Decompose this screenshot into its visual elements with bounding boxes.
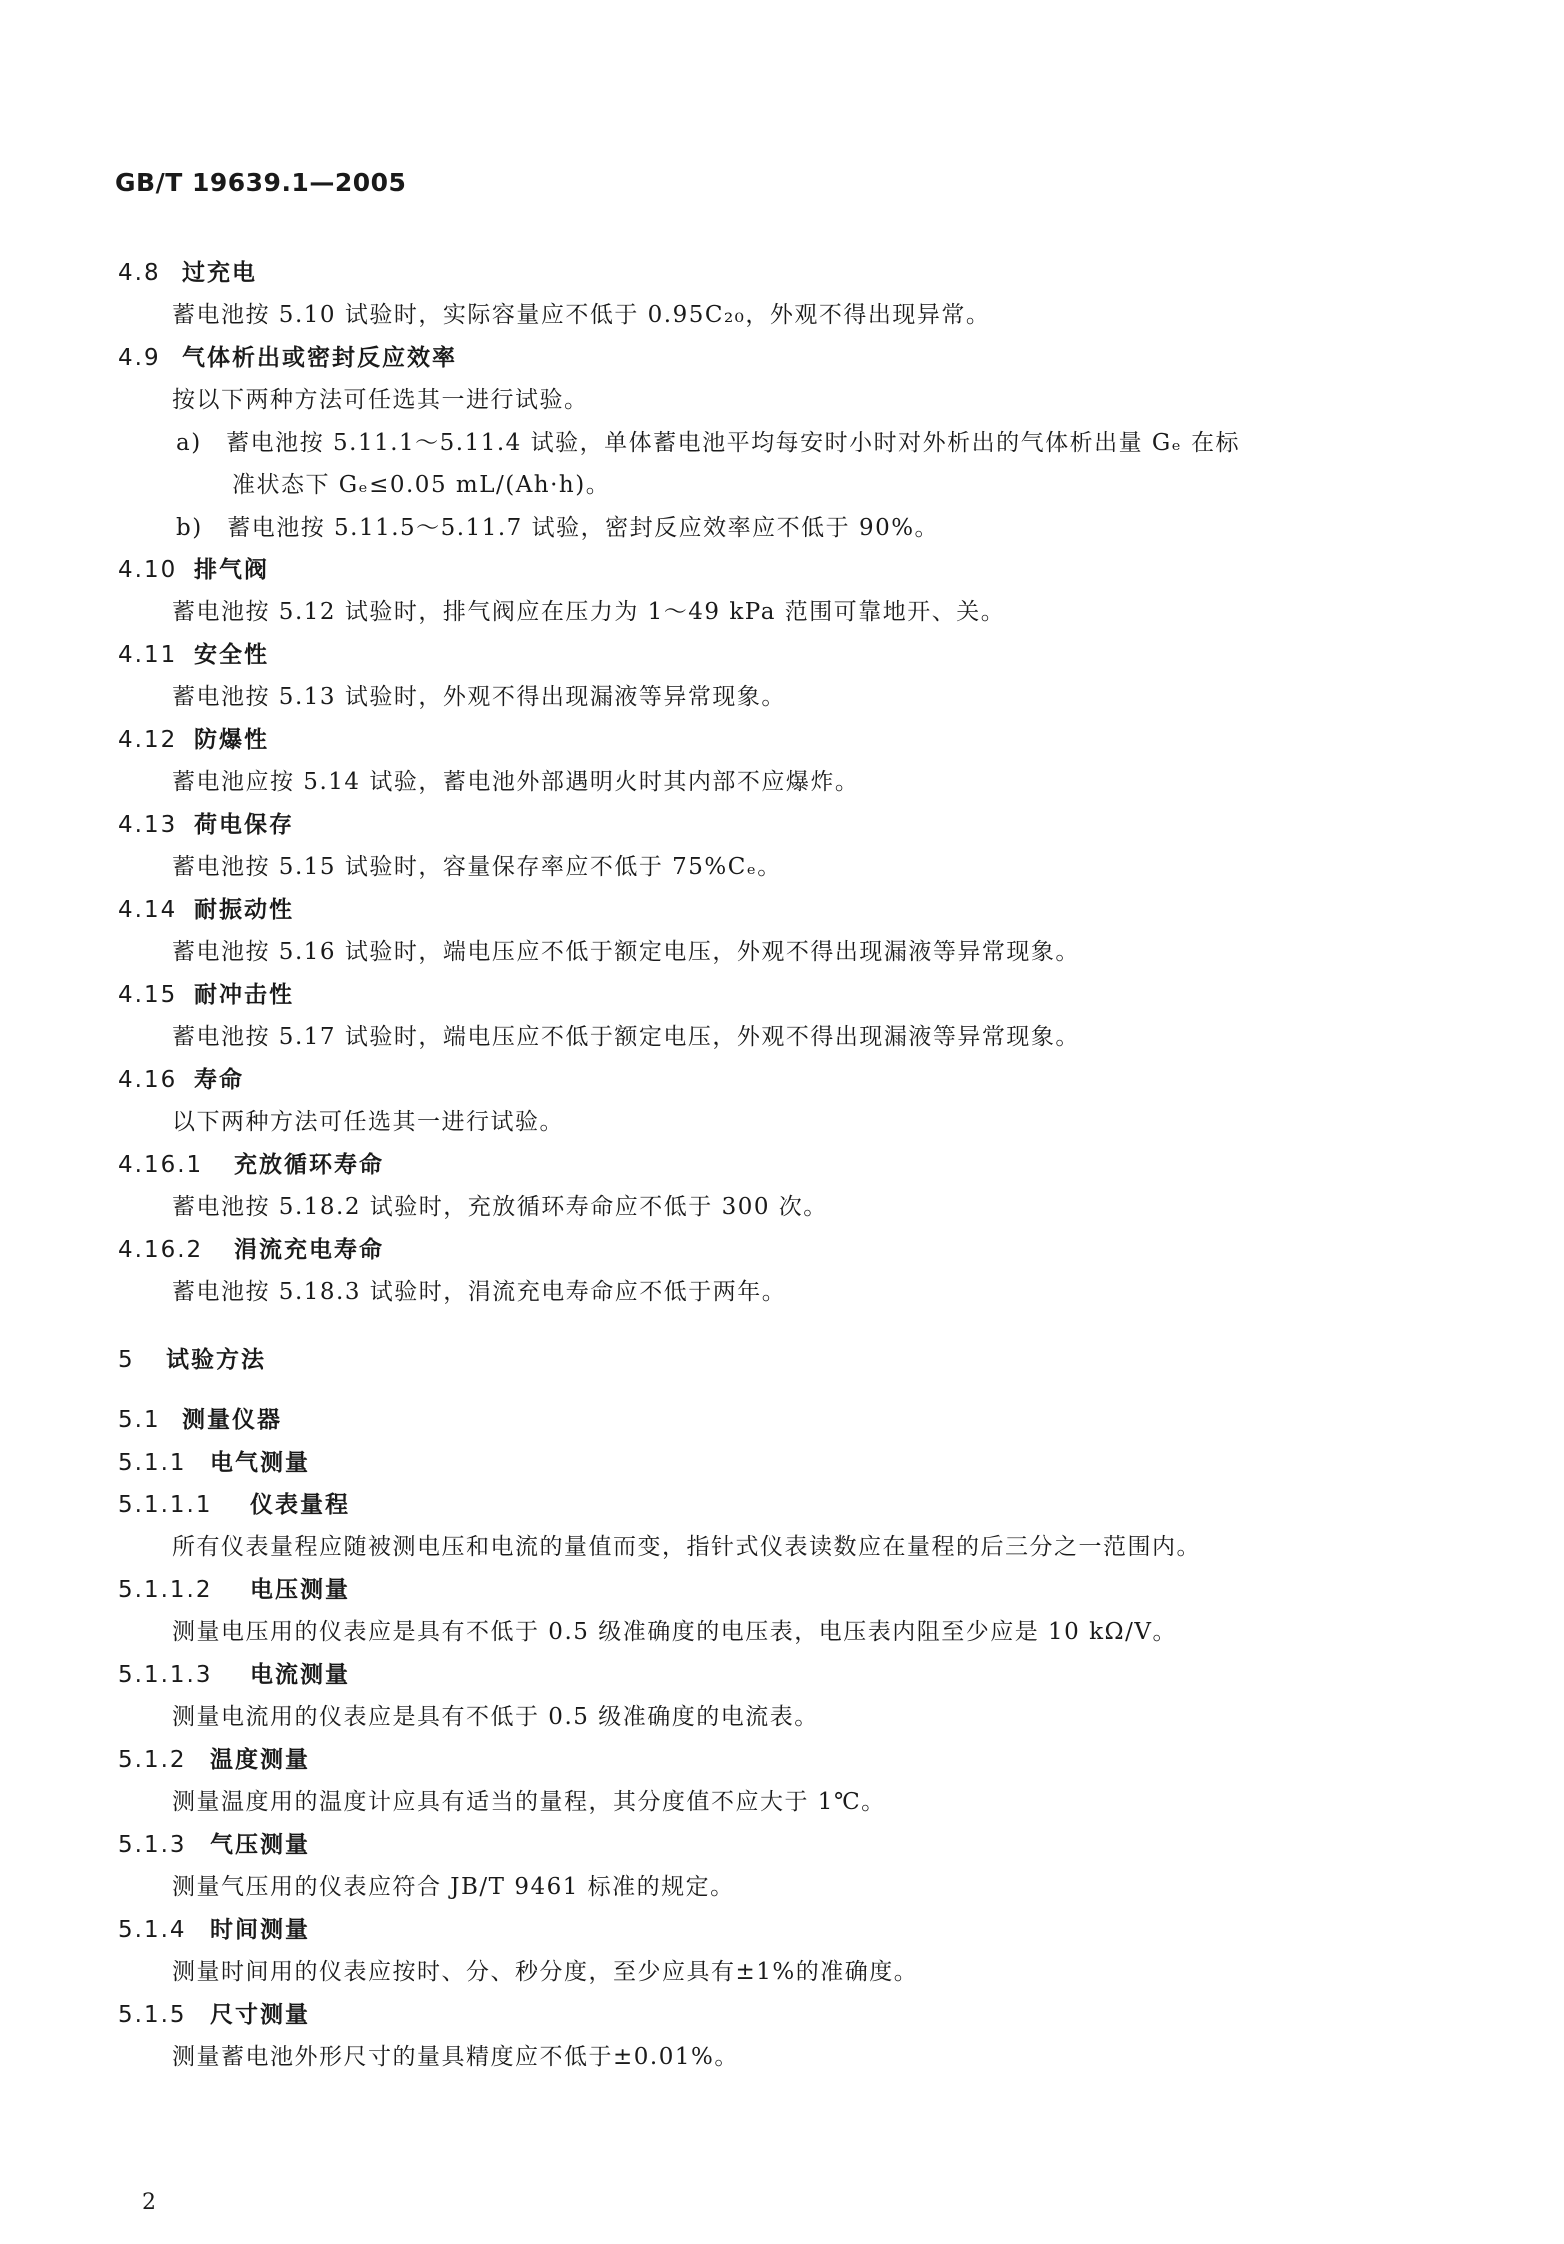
body-paragraph: 蓄电池应按 5.14 试验，蓄电池外部遇明火时其内部不应爆炸。: [172, 769, 860, 795]
section-number: 5.1.5: [118, 2002, 187, 2028]
list-item-b: b) 蓄电池按 5.11.5～5.11.7 试验，密封反应效率应不低于 90%。: [176, 515, 940, 541]
section-number: 5.1.4: [118, 1917, 187, 1943]
section-title: 时间测量: [210, 1917, 310, 1943]
section-heading: [118, 1405, 282, 1435]
list-item-a: a) 蓄电池按 5.11.1～5.11.4 试验，单体蓄电池平均每安时小时对外析出的气体析出量 Gₑ 在标: [176, 430, 1241, 456]
section-title: 耐振动性: [194, 897, 294, 923]
section-number: 4.9: [118, 345, 161, 371]
section-heading: [118, 1490, 350, 1520]
section-title: 试验方法: [166, 1347, 266, 1373]
body-paragraph: 测量时间用的仪表应按时、分、秒分度，至少应具有±1%的准确度。: [172, 1959, 919, 1985]
section-number: 5.1.1.1: [118, 1492, 213, 1518]
section-heading: [118, 810, 294, 840]
body-paragraph: 蓄电池按 5.17 试验时，端电压应不低于额定电压，外观不得出现漏液等异常现象。: [172, 1024, 1080, 1050]
section-heading: [118, 1235, 384, 1265]
section-number: 5.1.3: [118, 1832, 187, 1858]
section-title: 测量仪器: [182, 1407, 282, 1433]
section-heading: [118, 1745, 310, 1775]
section-number: 5.1: [118, 1407, 161, 1433]
section-number: 4.16.1: [118, 1152, 204, 1178]
section-heading: [118, 1150, 384, 1180]
section-number: 4.15: [118, 982, 178, 1008]
section-number: 5: [118, 1347, 135, 1373]
section-heading: [118, 1448, 310, 1478]
body-paragraph: 蓄电池按 5.15 试验时，容量保存率应不低于 75%Cₑ。: [172, 854, 782, 880]
standard-code: GB/T 19639.1—2005: [115, 168, 407, 197]
body-paragraph: 蓄电池按 5.18.3 试验时，涓流充电寿命应不低于两年。: [172, 1279, 787, 1305]
section-number: 4.16: [118, 1067, 178, 1093]
section-heading: [118, 640, 269, 670]
section-heading: [118, 1830, 310, 1860]
body-paragraph: 测量温度用的温度计应具有适当的量程，其分度值不应大于 1℃。: [172, 1789, 886, 1815]
section-heading: [118, 895, 294, 925]
body-paragraph: 测量蓄电池外形尺寸的量具精度应不低于±0.01%。: [172, 2044, 739, 2070]
body-paragraph: 蓄电池按 5.10 试验时，实际容量应不低于 0.95C₂₀，外观不得出现异常。: [172, 302, 991, 328]
section-title: 气压测量: [210, 1832, 310, 1858]
body-paragraph: 蓄电池按 5.18.2 试验时，充放循环寿命应不低于 300 次。: [172, 1194, 828, 1220]
body-paragraph: 测量气压用的仪表应符合 JB/T 9461 标准的规定。: [172, 1874, 735, 1900]
section-title: 气体析出或密封反应效率: [182, 345, 457, 371]
body-paragraph: 所有仪表量程应随被测电压和电流的量值而变，指针式仪表读数应在量程的后三分之一范围内。: [172, 1534, 1201, 1560]
section-title: 充放循环寿命: [234, 1152, 384, 1178]
section-title: 电气测量: [210, 1450, 310, 1476]
chapter-heading: [118, 1345, 266, 1375]
page-number: 2: [142, 2190, 156, 2215]
section-number: 5.1.1: [118, 1450, 187, 1476]
section-title: 电流测量: [250, 1662, 350, 1688]
body-paragraph: 蓄电池按 5.16 试验时，端电压应不低于额定电压，外观不得出现漏液等异常现象。: [172, 939, 1080, 965]
section-number: 4.16.2: [118, 1237, 204, 1263]
section-number: 4.8: [118, 260, 161, 286]
section-title: 耐冲击性: [194, 982, 294, 1008]
section-title: 排气阀: [194, 557, 269, 583]
body-paragraph: 蓄电池按 5.12 试验时，排气阀应在压力为 1～49 kPa 范围可靠地开、关。: [172, 599, 1006, 625]
section-heading: [118, 2000, 310, 2030]
section-title: 寿命: [194, 1067, 244, 1093]
section-heading: [118, 980, 294, 1010]
section-number: 5.1.1.3: [118, 1662, 213, 1688]
section-heading: [118, 725, 269, 755]
section-title: 防爆性: [194, 727, 269, 753]
section-title: 温度测量: [210, 1747, 310, 1773]
section-heading: [118, 1575, 350, 1605]
section-title: 荷电保存: [194, 812, 294, 838]
body-paragraph: 测量电流用的仪表应是具有不低于 0.5 级准确度的电流表。: [172, 1704, 819, 1730]
section-number: 4.11: [118, 642, 178, 668]
section-title: 仪表量程: [250, 1492, 350, 1518]
section-number: 4.14: [118, 897, 178, 923]
section-title: 安全性: [194, 642, 269, 668]
section-number: 4.12: [118, 727, 178, 753]
body-paragraph: 蓄电池按 5.13 试验时，外观不得出现漏液等异常现象。: [172, 684, 786, 710]
section-heading: [118, 555, 269, 585]
section-heading: [118, 1065, 244, 1095]
section-number: 4.10: [118, 557, 178, 583]
section-number: 4.13: [118, 812, 178, 838]
section-title: 涓流充电寿命: [234, 1237, 384, 1263]
section-heading: [118, 258, 257, 288]
section-number: 5.1.2: [118, 1747, 187, 1773]
body-paragraph: 测量电压用的仪表应是具有不低于 0.5 级准确度的电压表，电压表内阻至少应是 10 kΩ/V。: [172, 1619, 1177, 1645]
section-title: 过充电: [182, 260, 257, 286]
body-paragraph: 以下两种方法可任选其一进行试验。: [172, 1109, 564, 1135]
section-heading: [118, 1660, 350, 1690]
body-paragraph: 按以下两种方法可任选其一进行试验。: [172, 387, 589, 413]
section-heading: [118, 343, 457, 373]
section-title: 尺寸测量: [210, 2002, 310, 2028]
section-number: 5.1.1.2: [118, 1577, 213, 1603]
section-heading: [118, 1915, 310, 1945]
list-item-continuation: 准状态下 Gₑ≤0.05 mL/(Ah·h)。: [232, 472, 611, 498]
section-title: 电压测量: [250, 1577, 350, 1603]
